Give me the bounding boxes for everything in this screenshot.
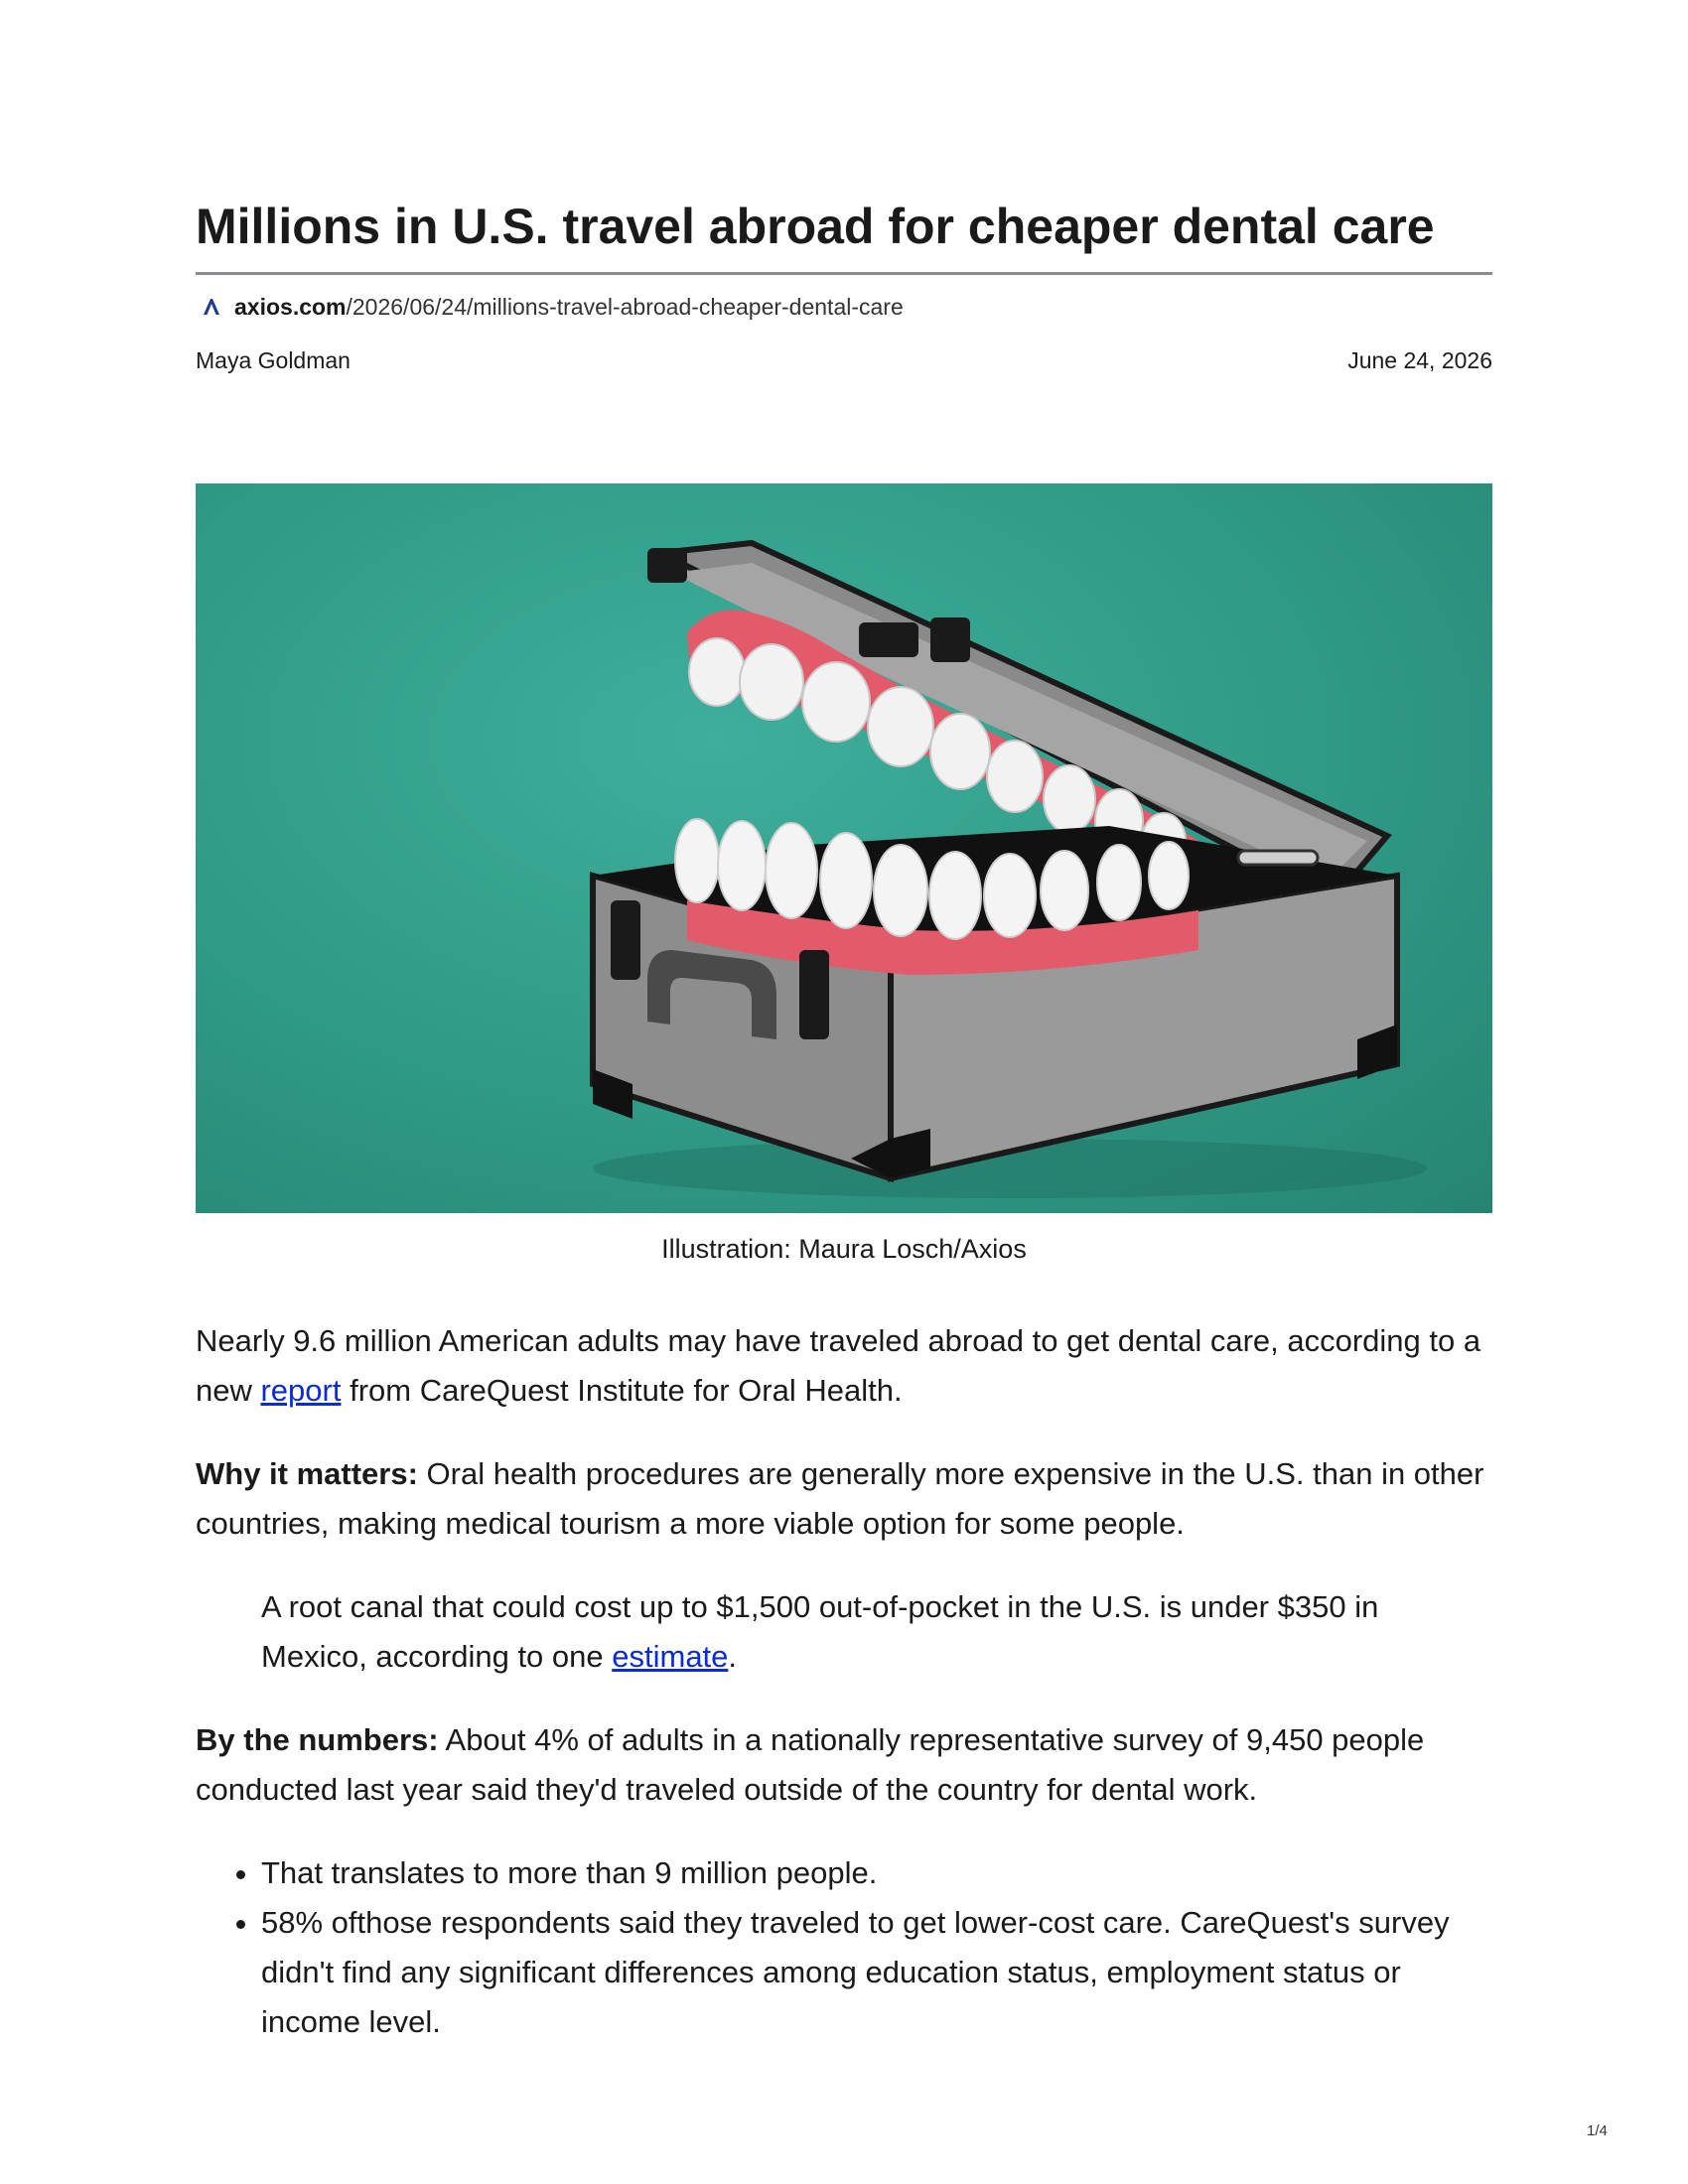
estimate-link[interactable]: estimate [612, 1639, 729, 1674]
hero-illustration [196, 483, 1492, 1213]
author-name: Maya Goldman [196, 347, 351, 373]
by-the-numbers-label: By the numbers: [196, 1722, 439, 1757]
paragraph-by-the-numbers: By the numbers: About 4% of adults in a nationally representative survey of 9,450 people conducted last year said they'd traveled outside of the country for dental work. [196, 1722, 1425, 1807]
source-domain: axios.com [234, 294, 347, 320]
list-item: • That translates to more than 9 million people. [261, 1848, 1492, 1898]
article-title: Millions in U.S. travel abroad for cheaper dental care [196, 199, 1435, 254]
teeth-in-case-illustration [196, 483, 1492, 1213]
image-caption: Illustration: Maura Losch/Axios [661, 1234, 1027, 1264]
article-body [196, 1316, 1492, 2047]
axios-logo-icon [203, 298, 220, 316]
source-path: /2026/06/24/millions-travel-abroad-cheaper-dental-care [346, 294, 904, 320]
source-link[interactable] [203, 290, 904, 324]
bullet-list [196, 1848, 1492, 2047]
paragraph-root-canal: A root canal that could cost up to $1,500 out-of-pocket in the U.S. is under $350 in Mexico, according to one estimate. [261, 1589, 1379, 1674]
publish-date: June 24, 2026 [1347, 347, 1492, 373]
paragraph-intro: Nearly 9.6 million American adults may have traveled abroad to get dental care, according to a new report from CareQuest Institute for Oral Health. [196, 1323, 1481, 1408]
list-item: • 58% ofthose respondents said they traveled to get lower-cost care. CareQuest's survey didn't find any significant differences among education status, employment status or income level. [261, 1898, 1492, 2047]
title-divider [196, 272, 1492, 275]
page-number: 1/4 [1587, 2122, 1608, 2139]
report-link[interactable]: report [260, 1373, 342, 1408]
why-it-matters-label: Why it matters: [196, 1456, 418, 1491]
paragraph-why-it-matters: Why it matters: Oral health procedures are generally more expensive in the U.S. than in other countries, making medical tourism a more viable option for some people. [196, 1456, 1484, 1541]
